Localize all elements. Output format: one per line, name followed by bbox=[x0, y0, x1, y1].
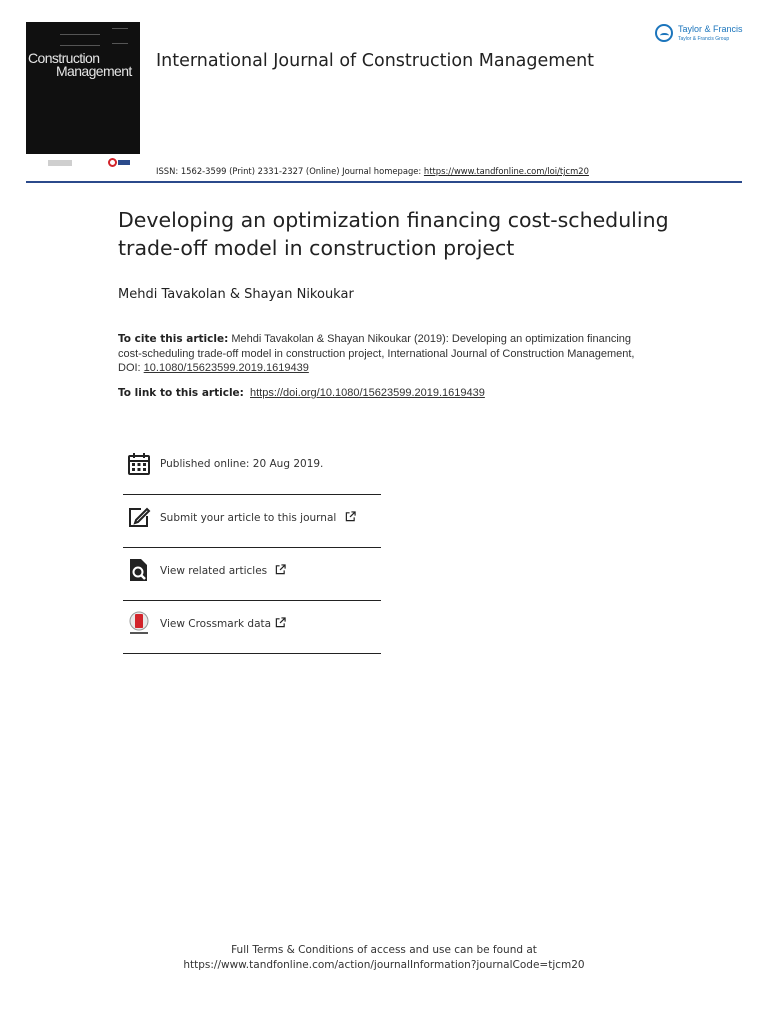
journal-homepage-link[interactable]: https://www.tandfonline.com/loi/tjcm20 bbox=[423, 166, 589, 176]
citation-text: Mehdi Tavakolan & Shayan Nikoukar (2019): Developing an optimization financing cost-scheduling trade-off model in construction project, International Journal of Construction Management, DOI: bbox=[118, 333, 635, 374]
article-doi-url[interactable]: https://doi.org/10.1080/15623599.2019.1619439 bbox=[250, 387, 485, 399]
article-link-label: To link to this article: bbox=[118, 387, 244, 399]
related-articles-link[interactable]: View related articles bbox=[160, 564, 286, 577]
edit-icon bbox=[127, 505, 151, 529]
footer bbox=[0, 943, 768, 973]
publisher-name: Taylor & Francis bbox=[678, 24, 743, 34]
crossmark-icon bbox=[127, 611, 151, 635]
external-link-icon bbox=[345, 511, 356, 522]
article-authors: Mehdi Tavakolan & Shayan Nikoukar bbox=[118, 287, 354, 302]
related-articles-row[interactable] bbox=[123, 548, 381, 601]
published-online-text: Published online: 20 Aug 2019. bbox=[160, 458, 324, 470]
article-title: Developing an optimization financing cost-scheduling trade-off model in construction project bbox=[118, 208, 669, 260]
submit-article-link[interactable]: Submit your article to this journal bbox=[160, 511, 356, 524]
footer-terms-link[interactable]: https://www.tandfonline.com/action/journalInformation?journalCode=tjcm20 bbox=[183, 959, 585, 971]
header-divider bbox=[26, 181, 742, 183]
cover-issue-box bbox=[112, 28, 128, 44]
cover-title-line2: Management bbox=[56, 63, 132, 79]
crossmark-link[interactable]: View Crossmark data bbox=[160, 617, 286, 630]
issn-text: ISSN: 1562-3599 (Print) 2331-2327 (Online) Journal homepage: bbox=[156, 166, 424, 176]
article-link-line bbox=[118, 387, 485, 399]
footer-terms-text: Full Terms & Conditions of access and use can be found at bbox=[231, 944, 537, 956]
calendar-icon bbox=[127, 452, 151, 476]
crossmark-row[interactable] bbox=[123, 601, 381, 654]
doi-link[interactable]: 10.1080/15623599.2019.1619439 bbox=[143, 362, 309, 374]
published-online-row bbox=[123, 442, 381, 495]
cover-masthead bbox=[60, 34, 100, 46]
external-link-icon bbox=[275, 617, 286, 628]
journal-cover bbox=[26, 22, 140, 154]
publisher-subtitle: Taylor & Francis Group bbox=[678, 36, 730, 42]
publisher-logo bbox=[655, 22, 747, 48]
journal-title: International Journal of Construction Management bbox=[156, 51, 595, 71]
citation-block bbox=[118, 332, 638, 376]
publisher-logo-icon bbox=[655, 24, 673, 42]
search-document-icon bbox=[127, 558, 151, 582]
submit-article-row[interactable] bbox=[123, 495, 381, 548]
cover-title-line1: Construction bbox=[28, 50, 100, 66]
citation-label: To cite this article: bbox=[118, 333, 229, 345]
society-logo bbox=[48, 160, 72, 166]
article-info-list bbox=[123, 442, 381, 654]
partner-logo bbox=[108, 158, 130, 167]
issn-line bbox=[156, 166, 589, 176]
external-link-icon bbox=[275, 564, 286, 575]
